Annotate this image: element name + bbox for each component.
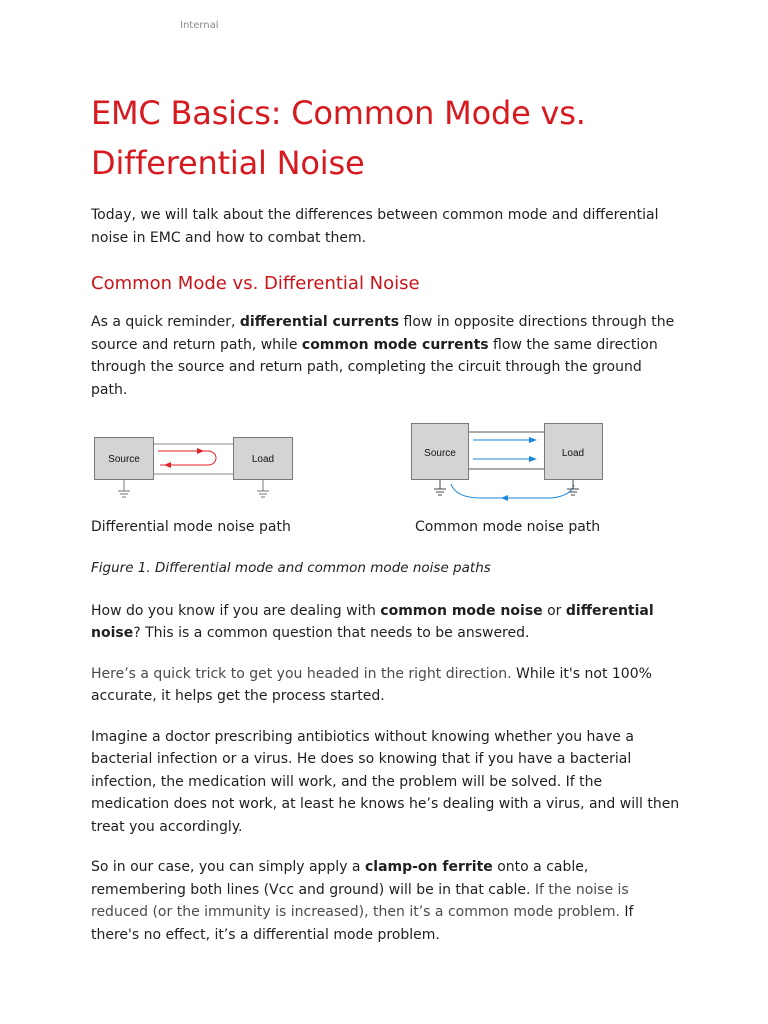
reminder-paragraph: As a quick reminder, differential currents flow in opposite directions through the source and return path, while common mode currents flow the same direction through the source and return path, completing the circuit through the ground path. xyxy=(91,314,675,398)
ferrite-paragraph: So in our case, you can simply apply a clamp-on ferrite onto a cable, remembering both lines (Vcc and ground) will be in that cable. If the noise is reduced (or the immunity is increased), then it’s a common mode problem. If there's no effect, it’s a differential mode problem. xyxy=(91,859,634,943)
ground-icon xyxy=(118,491,130,497)
common-mode-diagram xyxy=(411,419,611,509)
load-label: Load xyxy=(561,448,585,459)
intro-paragraph: Today, we will talk about the differences between common mode and differential noise in EMC and how to combat them. xyxy=(91,207,659,246)
noise-path-figure xyxy=(91,423,681,543)
common-caption: Common mode noise path xyxy=(415,519,601,535)
article xyxy=(91,88,681,946)
differential-mode-diagram xyxy=(94,423,300,513)
differential-caption: Differential mode noise path xyxy=(91,519,291,535)
internal-label: Internal xyxy=(180,20,219,31)
trick-paragraph: Here’s a quick trick to get you headed in the right direction. While it's not 100% accurate, it helps get the process started. xyxy=(91,665,652,704)
arrow-right-icon xyxy=(197,448,204,454)
arrow-right-icon xyxy=(529,437,537,443)
ground-icon xyxy=(434,489,446,495)
ground-return-path xyxy=(451,484,574,498)
source-label: Source xyxy=(424,448,456,459)
arrow-left-icon xyxy=(164,462,171,468)
page-title: EMC Basics: Common Mode vs. Differential Noise xyxy=(91,94,586,182)
ground-icon xyxy=(257,491,269,497)
question-paragraph: How do you know if you are dealing with common mode noise or differential noise? This is a common question that needs to be answered. xyxy=(91,602,654,641)
section-heading: Common Mode vs. Differential Noise xyxy=(91,273,420,294)
arrow-left-icon xyxy=(501,495,508,501)
doctor-paragraph: Imagine a doctor prescribing antibiotics without knowing whether you have a bacterial infection or a virus. He does so knowing that if you have a bacterial infection, the medication will work, and the problem will be solved. If the medication does not work, at least he knows he’s dealing with a virus, and will then treat you accordingly. xyxy=(91,728,680,835)
load-label: Load xyxy=(251,454,275,465)
figure-caption: Figure 1. Differential mode and common mode noise paths xyxy=(91,560,491,576)
differential-loop xyxy=(158,451,216,465)
source-label: Source xyxy=(108,454,140,465)
arrow-right-icon xyxy=(529,456,537,462)
